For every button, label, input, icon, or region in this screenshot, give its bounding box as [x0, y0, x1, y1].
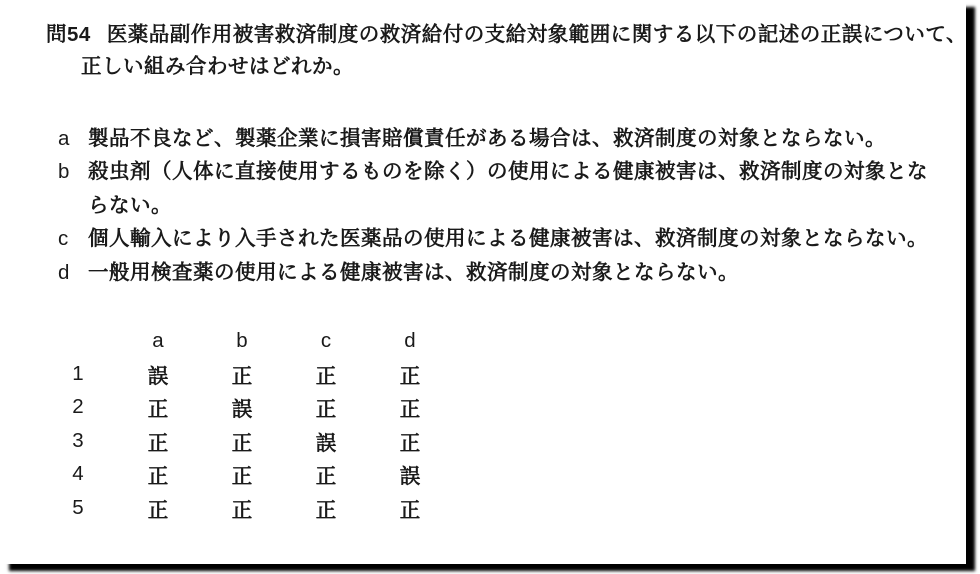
answer-cell: 誤 [231, 398, 253, 422]
answer-table-corner [40, 324, 116, 357]
answer-cell: 正 [231, 365, 253, 389]
statement-text: 一般用検査薬の使用による健康被害は、救済制度の対象とならない。 [88, 260, 739, 284]
answer-cell: 正 [231, 431, 253, 455]
answer-cell: 正 [147, 498, 169, 522]
answer-cell: 正 [231, 465, 253, 489]
statement-item-b [58, 155, 938, 222]
answer-row-1 [40, 357, 452, 390]
answer-cell: 正 [315, 365, 337, 389]
answer-cell: 正 [231, 498, 253, 522]
answer-cell: 正 [399, 365, 421, 389]
question-line-2: 正しい組み合わせはどれか。 [81, 55, 354, 78]
column-header-a: a [152, 328, 164, 352]
answer-cell: 正 [399, 498, 421, 522]
statement-list [58, 122, 938, 289]
answer-row-2 [40, 391, 452, 424]
statement-label: d [58, 260, 70, 284]
statement-item-c [58, 222, 938, 255]
statement-item-d [58, 256, 938, 289]
question-block [46, 19, 967, 83]
column-header-c: c [320, 328, 332, 352]
option-number: 3 [72, 428, 84, 452]
answer-cell: 正 [315, 398, 337, 422]
answer-cell: 正 [147, 465, 169, 489]
answer-cell: 正 [399, 431, 421, 455]
option-number: 5 [72, 495, 84, 519]
answer-cell: 正 [399, 398, 421, 422]
answer-table-header-row [40, 324, 452, 357]
statement-text: 製品不良など、製薬企業に損害賠償責任がある場合は、救済制度の対象とならない。 [88, 127, 886, 150]
option-number: 2 [72, 395, 84, 419]
answer-row-3 [40, 424, 452, 457]
question-number: 問54 [46, 23, 91, 46]
answer-cell: 誤 [147, 365, 169, 389]
answer-cell: 誤 [399, 465, 421, 489]
answer-cell: 正 [147, 398, 169, 422]
statement-item-a [58, 122, 938, 155]
column-header-b: b [236, 328, 248, 352]
answer-cell: 正 [315, 498, 337, 522]
option-number: 4 [72, 462, 84, 486]
answer-cell: 正 [315, 465, 337, 489]
answer-row-5 [40, 491, 452, 524]
statement-text: 個人輸入により入手された医薬品の使用による健康被害は、救済制度の対象とならない。 [88, 227, 928, 251]
column-header-d: d [404, 328, 416, 352]
answer-cell: 誤 [315, 431, 337, 455]
statement-label: a [58, 127, 70, 150]
question-line-1 [46, 19, 967, 51]
question-text: 医薬品副作用被害救済制度の救済給付の支給対象範囲に関する以下の記述の正誤について、 [106, 23, 967, 46]
statement-label: c [58, 227, 69, 251]
statement-label: b [58, 160, 70, 184]
answer-table [40, 324, 452, 524]
option-number: 1 [72, 362, 84, 386]
answer-cell: 正 [147, 431, 169, 455]
answer-row-4 [40, 458, 452, 491]
statement-text: 殺虫剤（人体に直接使用するものを除く）の使用による健康被害は、救済制度の対象とならない。 [88, 160, 928, 217]
